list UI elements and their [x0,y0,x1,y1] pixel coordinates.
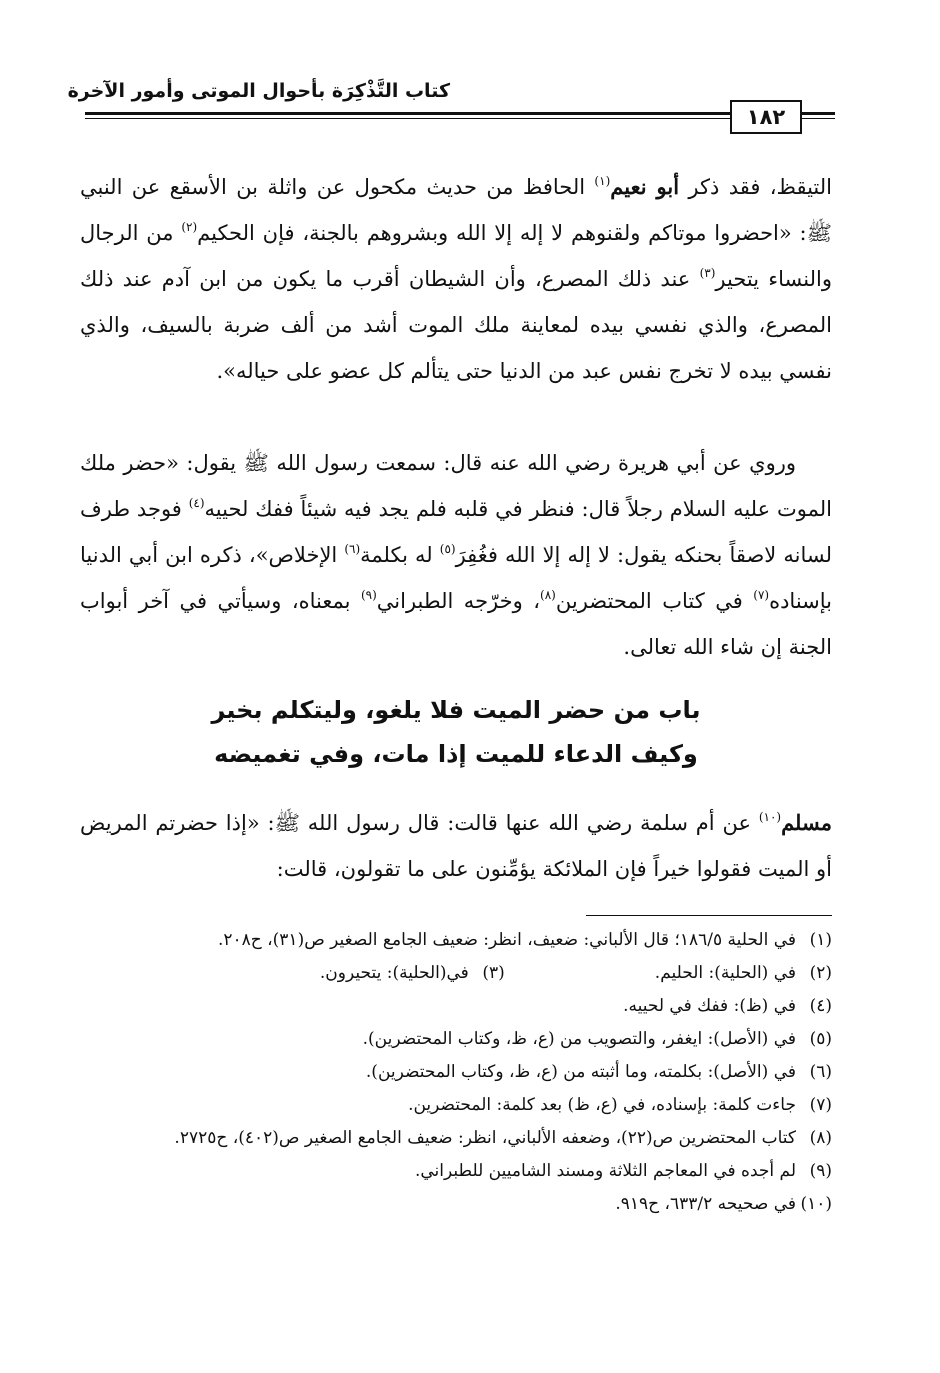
source-name: مسلم [781,810,832,835]
footnote-number: (٤) [809,996,832,1016]
footnote-ref-1: (١) [594,174,611,188]
footnote [80,924,832,957]
paragraph-1-text: الحافظ من حديث مكحول عن واثلة بن الأسقع عن النبي ﷺ: «احضروا موتاكم ولقنوهم لا إله إلا الله وبشروهم بالجنة، فإن الحكيم [80,175,832,245]
footnote-text: في (الحلية): الحليم. [654,963,796,983]
paragraph-2-text: له بكلمة [360,543,440,567]
paragraph-2-text: وروي عن أبي هريرة رضي الله عنه قال: سمعت رسول الله ﷺ يقول: «حضر ملك الموت عليه السلام رجلاً قال: فنظر في قلبه فلم يجد فيه شيئاً ففك لحييه [80,451,833,521]
page-number-connector [800,112,835,121]
footnote-number: (٨) [809,1128,832,1148]
paragraph-1-text: من الرجال والنساء يتحير [80,221,832,291]
footnote-text: لم أجده في المعاجم الثلاثة ومسند الشاميين للطبراني. [414,1161,796,1181]
footnote [80,990,832,1023]
paragraph-2-text: فوجد طرف لسانه لاصقاً بحنكه يقول: لا إله إلا الله فغُفِرَ [80,497,832,567]
footnote-ref-7: (٧) [753,588,770,602]
footnote-ref-9: (٩) [360,588,377,602]
footnote [80,1122,832,1155]
footnote-number: (١) [809,930,832,950]
paragraph-3-text: عن أم سلمة رضي الله عنها قالت: قال رسول الله ﷺ: «إذا حضرتم المريض أو الميت فقولوا خيراً فإن الملائكة يؤمِّنون على ما تقولون، قالت: [80,811,832,881]
paragraph-2-text: بمعناه، وسيأتي في آخر أبواب الجنة إن شاء الله تعالى. [80,589,832,659]
footnote-text: كتاب المحتضرين ص(٢٢)، وضعفه الألباني، انظر: ضعيف الجامع الصغير ص(٤٠٢)، ح٢٧٢٥. [174,1128,796,1148]
paragraph-1-text: عند ذلك المصرع، وأن الشيطان أقرب ما يكون من ابن آدم عند ذلك المصرع، والذي نفسي بيده لمعاينة ملك الموت أشد من ألف ضربة بالسيف، والذي نفسي بيده لا تخرج نفس عبد من الدنيا حتى يتألم كل عضو على حياله». [80,267,832,383]
page-number-box [730,100,802,134]
chapter-heading-line-1: باب من حضر الميت فلا يلغو، وليتكلم بخير [211,696,701,724]
footnote-text: في (ظ): ففك في لحييه. [623,996,796,1016]
footnote [80,1089,832,1122]
footnote-number: (٦) [809,1062,832,1082]
footnote [80,1056,832,1089]
footnote-text: في صحيحه ٦٣٣/٢، ح٩١٩. [615,1194,796,1214]
footnote-number: (٥) [809,1029,832,1049]
paragraph-2-text: ، وخرّجه الطبراني [376,589,541,613]
footnote-number: (٧) [809,1095,832,1115]
chapter-heading [80,688,832,776]
paragraph-2-text: الإخلاص»، ذكره ابن أبي الدنيا بإسناده [80,543,833,613]
paragraph-3 [80,800,832,892]
header-rule-thin [85,118,835,119]
footnotes [80,924,832,1221]
paragraph-2 [80,440,832,670]
footnote [320,957,505,990]
footnote [80,1155,832,1188]
footnote-ref-8: (٨) [540,588,556,602]
paragraph-2-text: في كتاب المحتضرين [555,589,754,613]
running-title: كتاب التَّذْكِرَة بأحوال الموتى وأمور الآخرة [67,80,450,102]
footnote-ref-6: (٦) [344,542,361,556]
footnote-ref-10: (١٠) [758,810,782,824]
paragraph-1 [80,164,832,394]
footnote [80,1023,832,1056]
footnote-text: في (الأصل): بكلمته، وما أثبته من (ع، ظ، وكتاب المحتضرين). [365,1062,796,1082]
narrator-name: أبو نعيم [610,174,680,199]
footnote-number: (٢) [809,963,832,983]
footnote-ref-4: (٤) [188,496,205,510]
chapter-heading-line-2: وكيف الدعاء للميت إذا مات، وفي تغميضه [214,740,698,768]
footnote-text: جاءت كلمة: بإسناده، في (ع، ظ) بعد كلمة: المحتضرين. [408,1095,796,1115]
paragraph-1-text: التيقظ، فقد ذكر [679,175,832,199]
footnote-ref-2: (٢) [181,220,198,234]
footnote-number: (٩) [809,1161,832,1181]
header-rule-thick [85,112,835,115]
footnote-number: (١٠) [800,1194,832,1214]
footnote [655,957,832,990]
footnote-text: في الحلية ١٨٦/٥؛ قال الألباني: ضعيف، انظر: ضعيف الجامع الصغير ص(٣١)، ح٢٠٨. [217,930,796,950]
footnote-separator [586,915,832,916]
footnote-text: في(الحلية): يتحيرون. [319,963,469,983]
footnote-text: في (الأصل): ايغفر، والتصويب من (ع، ظ، وكتاب المحتضرين). [362,1029,796,1049]
footnote-ref-3: (٣) [699,266,716,280]
footnote [80,1188,832,1221]
footnote-number: (٣) [482,963,505,983]
footnote-ref-5: (٥) [439,542,456,556]
page-number: ١٨٢ [746,105,786,129]
footnote-pair [80,957,832,990]
